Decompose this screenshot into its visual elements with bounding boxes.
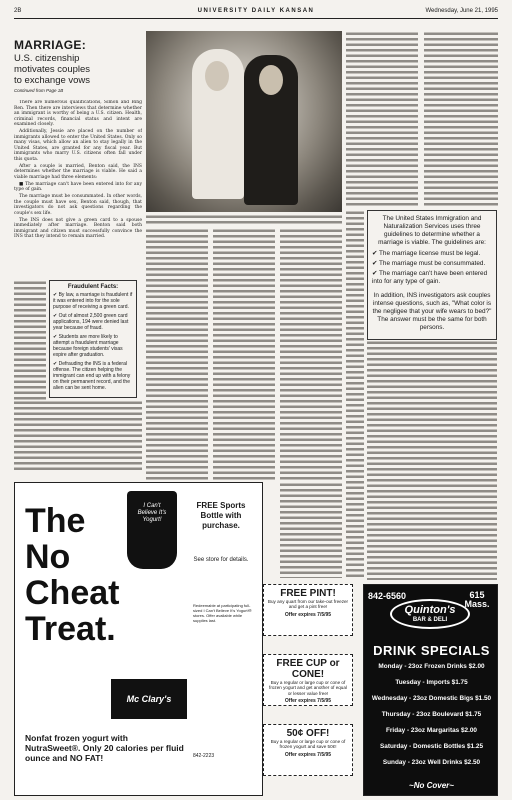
sidebar-item: ✔ Defrauding the INS is a federal offense. The citizen helping the immigrant can end up with a felony on their permanent record, and the alien can be sent home. [53,361,131,391]
store-logo: Mc Clary's [111,679,187,719]
guidelines-extra: In addition, INS investigators ask couples intense questions, such as, "What color is the negligee that your wife wears to bed?" The answer must be the same for both persons. [372,292,492,332]
story-headline [14,38,100,93]
bride-face [205,61,229,91]
yogurt-subhead: Nonfat frozen yogurt with NutraSweet®. Only 20 calories per fluid ounce and NO FAT! [25,733,184,763]
yogurt-cup-logo: I Can't Believe It's Yogurt! [127,491,177,569]
story-column-7 [367,340,497,580]
ins-guidelines-box [367,210,497,340]
yogurt-advertisement [14,482,263,796]
see-store-note: See store for details. [193,557,249,563]
no-cheat-treat-headline: The No Cheat Treat. [25,502,120,648]
yogurt-fine-print: Redeemable at participating full-sized I Can't Believe It's Yogurt!® stores. Offer available while supplies last. [193,603,252,623]
special-saturday: Saturday - Domestic Bottles $1.25 [380,743,483,750]
groom-face [259,65,283,95]
story-column-1-bottom [14,400,142,472]
free-bottle-offer: FREE Sports Bottle with purchase. [196,501,246,530]
story-column-1 [14,100,142,276]
coupon-free-pint[interactable]: FREE PINT! Buy any quart from our take-out freezer and get a pint free! Offer expires 7/5/95 [263,584,353,636]
bar-advertisement [363,584,498,796]
issue-date: Wednesday, June 21, 1995 [425,8,498,14]
wedding-photo [146,31,342,212]
bar-logo: Quinton's BAR & DELI [390,599,470,629]
special-tuesday: Tuesday - Imports $1.75 [395,679,468,686]
coupon-free-cup[interactable]: FREE CUP or CONE! Buy a regular or large cup or cone of frozen yogurt and get another of equal or lesser value free! Offer expires 7/5/95 [263,654,353,706]
story-column-5 [346,31,418,207]
story-column-2 [146,228,208,480]
story-column-4-bottom [280,482,342,578]
story-paragraph: The marriage must be consummated. In other words, the couple must have sex, Benton said, though, that investigators do not ask questions regarding the couple's sex life. [14,194,142,216]
headline-kicker: MARRIAGE: [14,38,87,52]
guideline-item: ✔ The marriage license must be legal. [372,250,481,257]
sidebar-title: Fraudulent Facts: [67,284,119,290]
story-column-3 [213,228,275,480]
bar-address: 615 Mass. [464,590,490,609]
guideline-item: ✔ The marriage can't have been entered into for any type of gain. [372,270,488,285]
drink-specials-heading: DRINK SPECIALS [373,643,490,658]
guideline-item: ✔ The marriage must be consummated. [372,260,486,267]
sidebar-item: ✔ Students are more likely to attempt a fraudulent marriage because foreign students' visas expire after graduation. [53,334,123,358]
story-column-4 [280,228,342,480]
coupon-50-off[interactable]: 50¢ OFF! Buy a regular or large cup or cone of frozen yogurt and save 50¢! Offer expires 7/5/95 [263,724,353,776]
paper-name: UNIVERSITY DAILY KANSAN [197,8,315,14]
headline-deck: U.S. citizenship motivates couples to exchange vows [14,53,91,86]
story-paragraph: Additionally, Jessie are placed on the number of immigrants allowed to enter the United States. Only so many visas, which allow an alien to stay legally in the United States, are granted for any fiscal year. But immigrants who marry U.S. citizens often fall under this quota. [14,129,142,162]
coupon-column [263,584,353,796]
sidebar-item: ✔ Out of almost 2,500 green card applications, 194 were denied last year because of fraud. [53,313,129,331]
special-thursday: Thursday - 23oz Boulevard $1.75 [381,711,482,718]
sidebar-item: ✔ By law, a marriage is fraudulent if it was entered into for the sole purpose of receiving a green card. [53,292,133,310]
guidelines-intro: The United States Immigration and Naturalization Services uses three guidelines to determine whether a marriage is viable. The guidelines are: [378,215,486,246]
story-bullet: ■ The marriage can't have been entered into for any type of gain. [14,181,142,192]
story-paragraph: The INS does not give a green card to a spouse immediately after marriage. Benton said both immigrant and citizen must successfully convince the INS that they intend to remain married. [14,217,142,239]
story-paragraph: There are numerous qualifications, Simon and Bing Ren. Then there are interviews that determine whether an immigrant is worthy of being a U.S. citizen. Health, criminal records, financial status and intent are examined closely. [14,100,142,127]
continued-line: Continued from Page 1B [14,88,64,93]
special-friday: Friday - 23oz Margaritas $2.00 [386,727,477,734]
page-number-left: 2B [14,8,22,14]
story-column-6 [424,31,498,207]
fraudulent-facts-box [49,280,137,398]
story-paragraph: After a couple is married, Benton said, the INS determines whether the marriage is viable. He said a viable marriage had three elements: [14,163,142,180]
photo-caption [146,214,342,226]
store-phone: 842-2223 [193,753,215,759]
page-runner [14,4,498,19]
story-column-5-narrow [346,210,364,580]
special-monday: Monday - 23oz Frozen Drinks $2.00 [378,663,485,670]
special-wednesday: Wednesday - 23oz Domestic Bigs $1.50 [371,695,492,702]
special-sunday: Sunday - 23oz Well Drinks $2.50 [382,759,481,766]
bar-phone: 842-6560 [368,591,407,601]
no-cover-note: ~No Cover~ [409,781,454,790]
